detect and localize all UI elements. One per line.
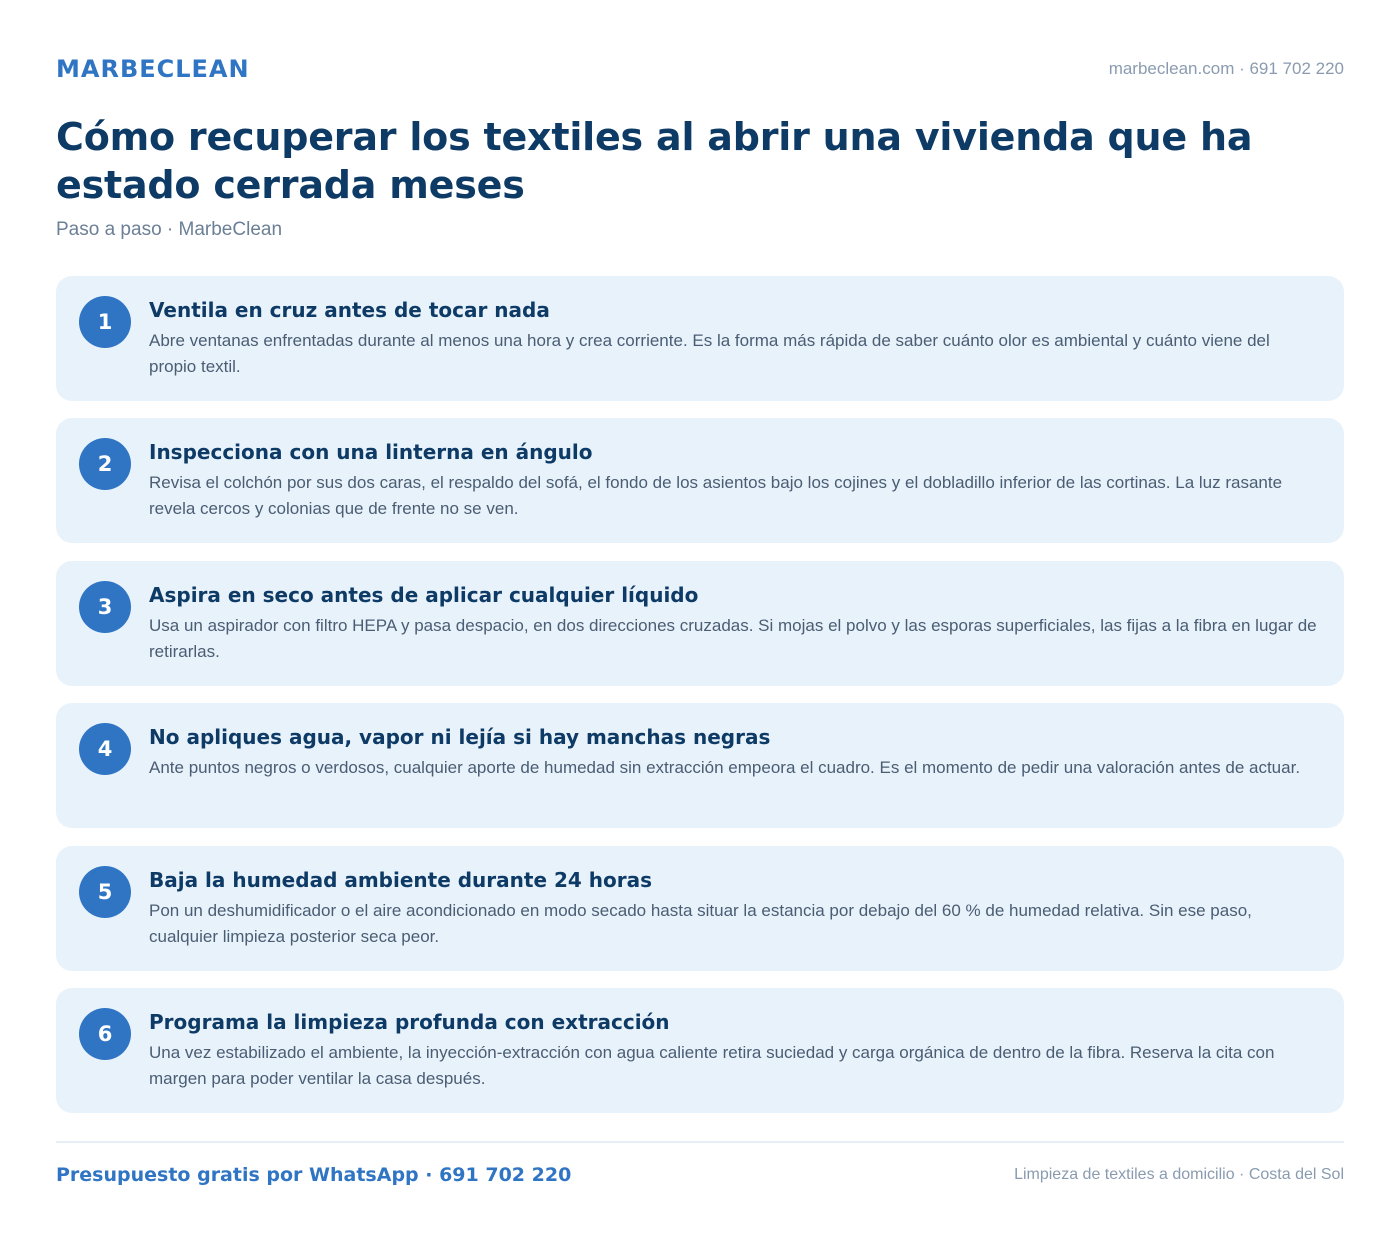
step-title: No apliques agua, vapor ni lejía si hay manchas negras <box>149 725 771 750</box>
step-description: Una vez estabilizado el ambiente, la inyección-extracción con agua caliente retira suciedad y carga orgánica de dentro de la fibra. Reserva la cita con margen para poder ventilar la casa después. <box>149 1042 1275 1088</box>
page-subtitle: Paso a paso · MarbeClean <box>56 219 283 240</box>
brand-logo[interactable]: MARBECLEAN <box>56 55 250 83</box>
footer <box>56 1160 1344 1190</box>
step-number-badge: 6 <box>79 1008 131 1060</box>
step-number-badge: 4 <box>79 723 131 775</box>
step-number-badge: 1 <box>79 296 131 348</box>
step-description: Usa un aspirador con filtro HEPA y pasa despacio, en dos direcciones cruzadas. Si mojas el polvo y las esporas superficiales, las fijas a la fibra en lugar de retirarlas. <box>149 615 1317 661</box>
step-description: Ante puntos negros o verdosos, cualquier aporte de humedad sin extracción empeora el cuadro. Es el momento de pedir una valoración antes de actuar. <box>149 758 1301 778</box>
step-card <box>56 276 1344 401</box>
step-number-badge: 5 <box>79 866 131 918</box>
whatsapp-quote-link[interactable]: Presupuesto gratis por WhatsApp · 691 702 220 <box>56 1164 572 1186</box>
step-card <box>56 561 1344 686</box>
step-description: Abre ventanas enfrentadas durante al menos una hora y crea corriente. Es la forma más rápida de saber cuánto olor es ambiental y cuánto viene del propio textil. <box>149 331 1270 376</box>
step-title: Aspira en seco antes de aplicar cualquier líquido <box>149 582 699 607</box>
step-description: Pon un deshumidificador o el aire acondicionado en modo secado hasta situar la estancia por debajo del 60 % de humedad relativa. Sin ese paso, cualquier limpieza posterior seca peor. <box>149 900 1252 946</box>
header-contact: marbeclean.com · 691 702 220 <box>1108 59 1344 78</box>
step-title: Ventila en cruz antes de tocar nada <box>149 298 550 322</box>
page-title: Cómo recuperar los textiles al abrir una vivienda que ha estado cerrada meses <box>56 115 1253 207</box>
step-card <box>56 703 1344 828</box>
step-description: Revisa el colchón por sus dos caras, el respaldo del sofá, el fondo de los asientos bajo los cojines y el dobladillo inferior de las cortinas. La luz rasante revela cercos y colonias que de frente no se ven. <box>149 473 1283 519</box>
header <box>56 52 1344 86</box>
step-number-badge: 2 <box>79 438 131 490</box>
step-number-badge: 3 <box>79 581 131 633</box>
step-title: Inspecciona con una linterna en ángulo <box>149 440 593 465</box>
step-card <box>56 418 1344 543</box>
step-title: Programa la limpieza profunda con extracción <box>149 1009 670 1034</box>
footer-tagline: Limpieza de textiles a domicilio · Costa del Sol <box>1014 1166 1344 1183</box>
step-card <box>56 846 1344 971</box>
footer-divider <box>56 1141 1344 1143</box>
steps-list <box>56 276 1344 1130</box>
step-title: Baja la humedad ambiente durante 24 horas <box>149 867 653 892</box>
step-card <box>56 988 1344 1113</box>
